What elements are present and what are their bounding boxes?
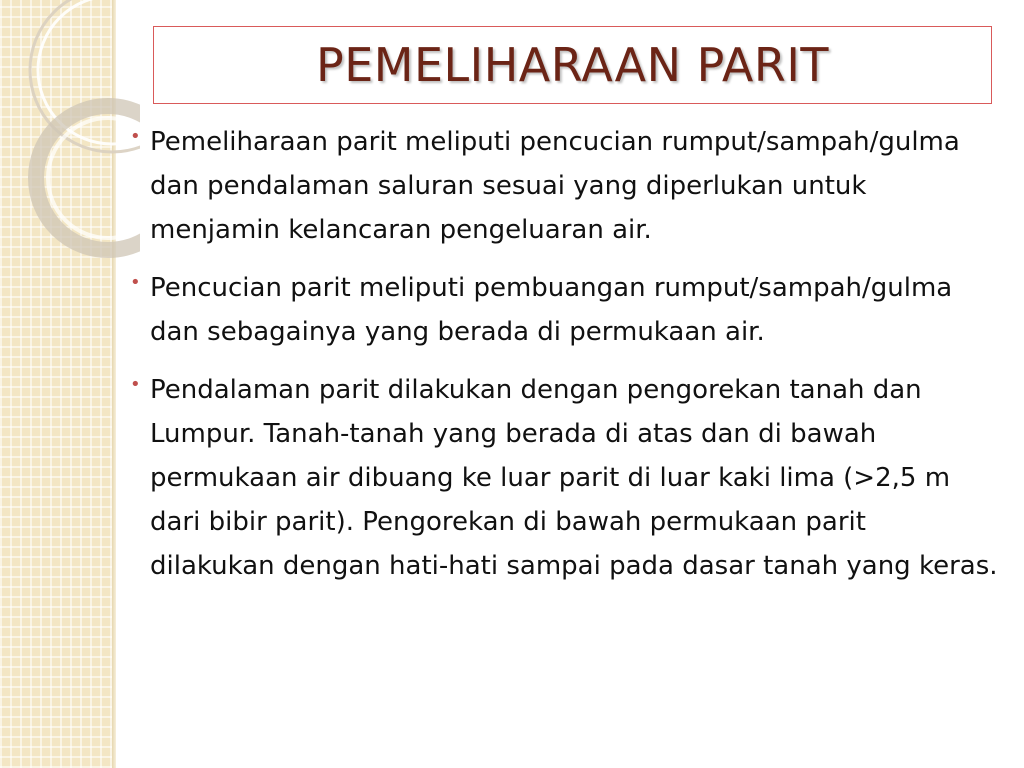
bullet-icon: •	[130, 272, 141, 293]
bullet-item	[128, 368, 998, 588]
title-box	[153, 26, 992, 104]
bullet-item	[128, 120, 998, 252]
bullet-icon: •	[130, 126, 141, 147]
decorative-circles	[0, 0, 140, 260]
bullet-icon: •	[130, 374, 141, 395]
bullet-text: Pemeliharaan parit meliputi pencucian rumput/sampah/gulma dan pendalaman saluran sesuai yang diperlukan untuk menjamin kelancaran pengeluaran air.	[150, 127, 960, 245]
slide-title: PEMELIHARAAN PARIT	[315, 38, 830, 92]
bullet-text: Pencucian parit meliputi pembuangan rumput/sampah/gulma dan sebagainya yang berada di permukaan air.	[150, 273, 953, 347]
bullet-item	[128, 266, 998, 354]
bullet-list	[128, 120, 998, 602]
bullet-text: Pendalaman parit dilakukan dengan pengorekan tanah dan Lumpur. Tanah-tanah yang berada di atas dan di bawah permukaan air dibuang ke luar parit di luar kaki lima (>2,5 m dari bibir parit). Pengorekan di bawah permukaan parit dilakukan dengan hati-hati sampai pada dasar tanah yang keras.	[150, 375, 998, 581]
